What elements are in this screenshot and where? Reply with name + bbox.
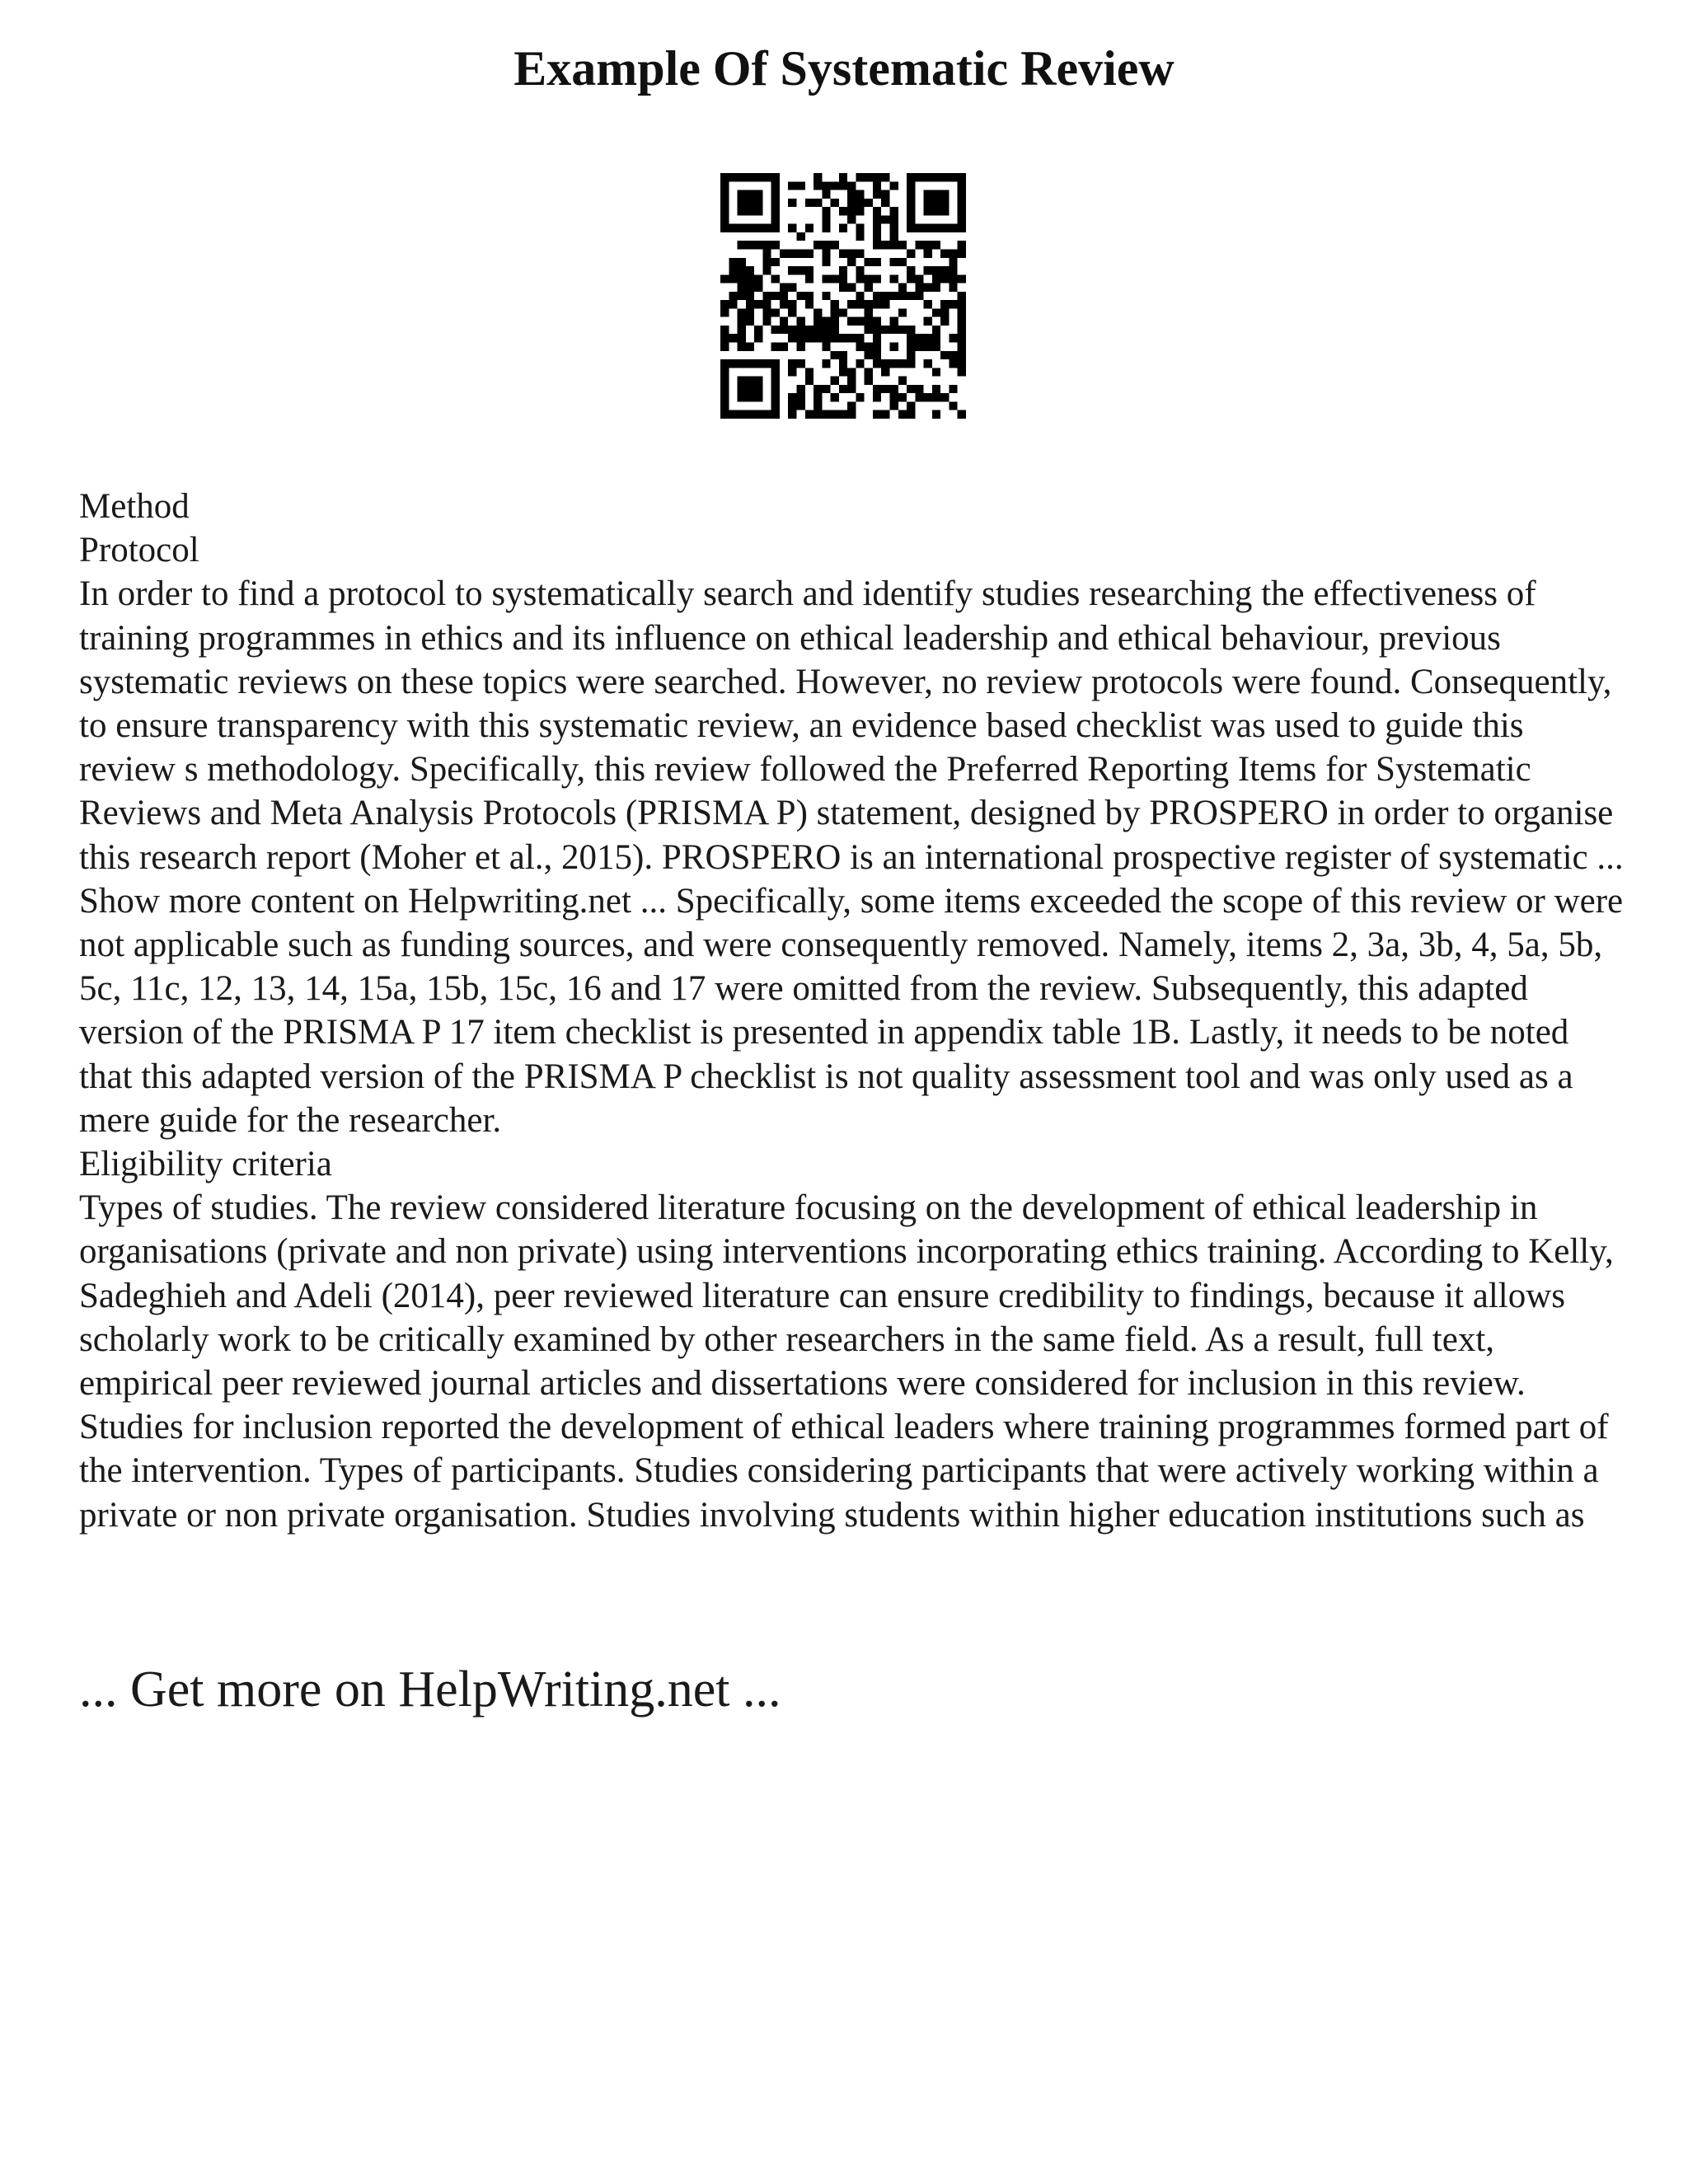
eligibility-heading: Eligibility criteria bbox=[79, 1145, 332, 1184]
qr-code-icon[interactable] bbox=[720, 173, 966, 419]
eligibility-paragraph: Types of studies. The review considered literature focusing on the development of ethical leadership in organisations (private and non private) using interventions incorporating ethics training. According to Kelly, Sadeghieh and Adeli (2014), peer reviewed literature can ensure credibility to findings, because it allows scholarly work to be critically examined by other researchers in the same field. As a result, full text, empirical peer reviewed journal articles and dissertations were considered for inclusion in this review. Studies for inclusion reported the development of ethical leaders where training programmes formed part of the intervention. Types of participants. Studies considering participants that were actively working within a private or non private organisation. Studies involving students within higher education institutions such as bbox=[79, 1188, 1614, 1535]
protocol-heading: Protocol bbox=[79, 531, 199, 570]
protocol-paragraph: In order to find a protocol to systematically search and identify studies researching the effectiveness of training programmes in ethics and its influence on ethical leadership and ethical behaviour, previous systematic reviews on these topics were searched. However, no review protocols were found. Consequently, to ensure transparency with this systematic review, an evidence based checklist was used to guide this review s methodology. Specifically, this review followed the Preferred Reporting Items for Systematic Reviews and Meta Analysis Protocols (PRISMA P) statement, designed by PROSPERO in order to organise this research report (Moher et al., 2015). PROSPERO is an international prospective register of systematic ... Show more content on Helpwriting.net ... Specifically, some items exceeded the scope of this review or were not applicable such as funding sources, and were consequently removed. Namely, items 2, 3a, 3b, 4, 5a, 5b, 5c, 11c, 12, 13, 14, 15a, 15b, 15c, 16 and 17 were omitted from the review. Subsequently, this adapted version of the PRISMA P 17 item checklist is presented in appendix table 1B. Lastly, it needs to be noted that this adapted version of the PRISMA P checklist is not quality assessment tool and was only used as a mere guide for the researcher. bbox=[79, 574, 1624, 1140]
document-body bbox=[79, 485, 1629, 1537]
get-more-link[interactable]: ... Get more on HelpWriting.net ... bbox=[79, 1661, 781, 1718]
document-title: Example Of Systematic Review bbox=[513, 41, 1175, 96]
method-heading: Method bbox=[79, 487, 190, 526]
